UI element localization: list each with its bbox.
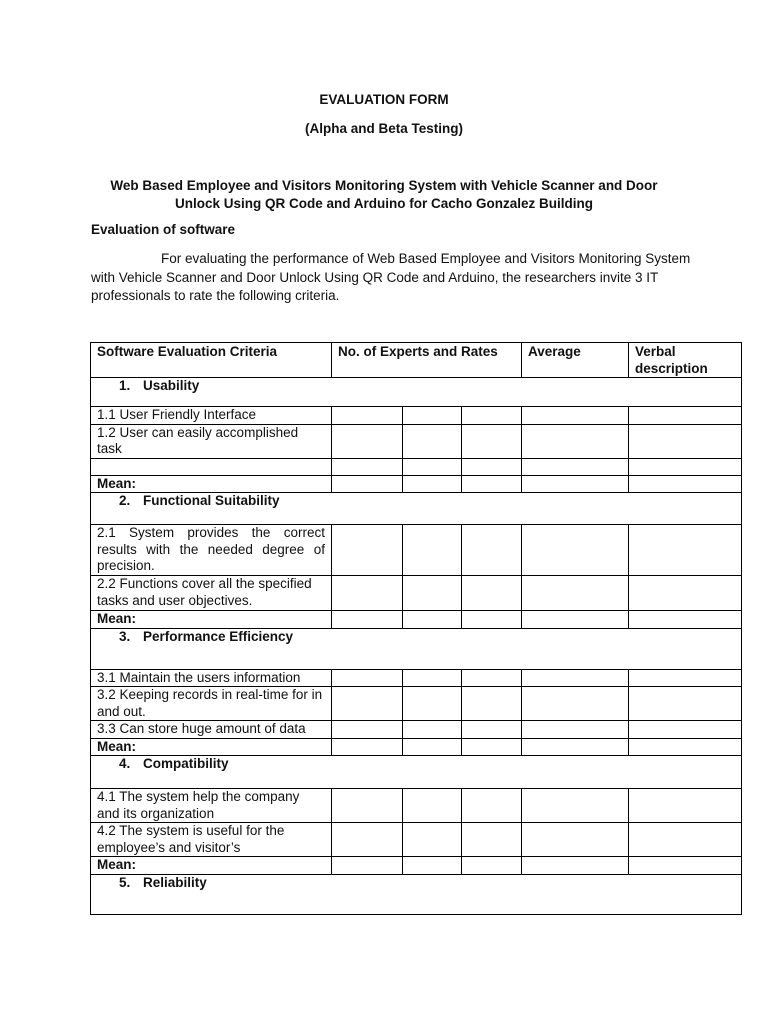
rate-cell[interactable] — [403, 823, 462, 857]
verbal-cell[interactable] — [629, 823, 742, 857]
criterion-cell: 1.2 User can easily accomplished task — [91, 424, 332, 458]
intro-text: For evaluating the performance of Web Based Employee and Visitors Monitoring System with Vehicle Scanner and Door Unlock Using QR Code and Arduino, the researchers invite 3 IT professionals to rate the following criteria. — [91, 251, 691, 303]
category-name: Usability — [143, 378, 200, 393]
average-cell[interactable] — [522, 576, 629, 611]
table-row — [91, 823, 742, 857]
table-row — [91, 407, 742, 425]
criterion-cell: 4.1 The system help the company and its organization — [91, 789, 332, 823]
criterion-cell: 3.2 Keeping records in real-time for in and out. — [91, 687, 332, 721]
mean-label: Mean: — [91, 611, 332, 629]
rate-cell[interactable] — [462, 823, 522, 857]
category-cell — [91, 756, 742, 789]
verbal-cell[interactable] — [629, 669, 742, 687]
rate-cell[interactable] — [403, 738, 462, 756]
mean-row — [91, 475, 742, 493]
verbal-cell[interactable] — [629, 611, 742, 629]
table-row — [91, 669, 742, 687]
rate-cell[interactable] — [462, 611, 522, 629]
category-cell — [91, 628, 742, 669]
rate-cell[interactable] — [332, 458, 403, 475]
category-row — [91, 628, 742, 669]
verbal-cell[interactable] — [629, 687, 742, 721]
average-cell[interactable] — [522, 424, 629, 458]
rate-cell[interactable] — [332, 576, 403, 611]
category-name: Reliability — [143, 874, 207, 890]
rate-cell[interactable] — [403, 611, 462, 629]
table-row — [91, 525, 742, 576]
average-cell[interactable] — [522, 525, 629, 576]
table-row — [91, 576, 742, 611]
verbal-cell[interactable] — [629, 738, 742, 756]
criterion-cell: 3.1 Maintain the users information — [91, 669, 332, 687]
category-number: 4. — [119, 756, 131, 771]
rate-cell[interactable] — [403, 721, 462, 739]
category-name: Functional Suitability — [143, 493, 280, 508]
category-row — [91, 493, 742, 525]
section-title: Evaluation of software — [91, 222, 236, 237]
rate-cell[interactable] — [332, 687, 403, 721]
verbal-cell[interactable] — [629, 789, 742, 823]
rate-cell[interactable] — [462, 687, 522, 721]
verbal-cell[interactable] — [629, 576, 742, 611]
rate-cell[interactable] — [462, 857, 522, 875]
rate-cell[interactable] — [332, 789, 403, 823]
criterion-cell: 1.1 User Friendly Interface — [91, 407, 332, 425]
category-number: 5. — [119, 874, 131, 890]
category-number: 3. — [119, 628, 131, 644]
verbal-cell[interactable] — [629, 721, 742, 739]
average-cell[interactable] — [522, 721, 629, 739]
rate-cell[interactable] — [332, 407, 403, 425]
rate-cell[interactable] — [332, 525, 403, 576]
mean-row — [91, 738, 742, 756]
table-row — [91, 687, 742, 721]
table-header-row — [91, 343, 742, 378]
intro-paragraph — [91, 250, 691, 306]
category-row — [91, 756, 742, 789]
mean-label: Mean: — [91, 857, 332, 875]
table-row — [91, 458, 742, 475]
header-verbal: Verbal description — [629, 343, 742, 378]
category-name: Compatibility — [143, 756, 229, 771]
category-number: 2. — [119, 493, 131, 508]
criterion-cell: 2.2 Functions cover all the specified tasks and user objectives. — [91, 576, 332, 611]
system-heading-line-2: Unlock Using QR Code and Arduino for Cacho Gonzalez Building — [174, 196, 593, 211]
rate-cell[interactable] — [462, 738, 522, 756]
rate-cell[interactable] — [332, 738, 403, 756]
average-cell[interactable] — [522, 738, 629, 756]
criterion-cell: 3.3 Can store huge amount of data — [91, 721, 332, 739]
rate-cell[interactable] — [462, 407, 522, 425]
category-row — [91, 874, 742, 914]
rate-cell[interactable] — [403, 857, 462, 875]
header-criteria: Software Evaluation Criteria — [91, 343, 332, 378]
average-cell[interactable] — [522, 458, 629, 475]
rate-cell[interactable] — [462, 721, 522, 739]
criterion-cell: 4.2 The system is useful for the employee’s and visitor’s — [91, 823, 332, 857]
verbal-cell[interactable] — [629, 458, 742, 475]
rate-cell[interactable] — [462, 424, 522, 458]
rate-cell[interactable] — [462, 458, 522, 475]
average-cell[interactable] — [522, 669, 629, 687]
table-row — [91, 789, 742, 823]
criterion-cell: 2.1 System provides the correct results with the needed degree of precision. — [91, 525, 332, 576]
average-cell[interactable] — [522, 789, 629, 823]
mean-label: Mean: — [91, 738, 332, 756]
rate-cell[interactable] — [332, 669, 403, 687]
rate-cell[interactable] — [332, 823, 403, 857]
rate-cell[interactable] — [403, 458, 462, 475]
evaluation-table — [90, 342, 742, 915]
category-number: 1. — [119, 378, 131, 393]
rate-cell[interactable] — [403, 687, 462, 721]
category-cell — [91, 493, 742, 525]
average-cell[interactable] — [522, 823, 629, 857]
rate-cell[interactable] — [403, 424, 462, 458]
average-cell[interactable] — [522, 407, 629, 425]
rate-cell[interactable] — [462, 475, 522, 493]
verbal-cell[interactable] — [629, 407, 742, 425]
category-cell — [91, 874, 742, 914]
average-cell[interactable] — [522, 611, 629, 629]
mean-row — [91, 611, 742, 629]
rate-cell[interactable] — [403, 525, 462, 576]
category-name: Performance Efficiency — [143, 628, 294, 644]
rate-cell[interactable] — [332, 475, 403, 493]
mean-label: Mean: — [91, 475, 332, 493]
rate-cell[interactable] — [332, 721, 403, 739]
table-row — [91, 424, 742, 458]
mean-row — [91, 857, 742, 875]
rate-cell[interactable] — [403, 475, 462, 493]
rate-cell[interactable] — [332, 857, 403, 875]
rate-cell[interactable] — [403, 789, 462, 823]
rate-cell[interactable] — [462, 789, 522, 823]
category-cell — [91, 378, 742, 407]
rate-cell[interactable] — [462, 576, 522, 611]
header-average: Average — [522, 343, 629, 378]
category-row — [91, 378, 742, 407]
rate-cell[interactable] — [462, 669, 522, 687]
rate-cell[interactable] — [403, 407, 462, 425]
header-experts: No. of Experts and Rates — [332, 343, 522, 378]
average-cell[interactable] — [522, 475, 629, 493]
verbal-cell[interactable] — [629, 525, 742, 576]
rate-cell[interactable] — [332, 424, 403, 458]
table-row — [91, 721, 742, 739]
system-heading-line-1: Web Based Employee and Visitors Monitoring System with Vehicle Scanner and Door — [110, 178, 658, 193]
system-heading — [90, 177, 678, 213]
form-subtitle: (Alpha and Beta Testing) — [304, 121, 463, 136]
rate-cell[interactable] — [403, 576, 462, 611]
rate-cell[interactable] — [403, 669, 462, 687]
verbal-cell[interactable] — [629, 857, 742, 875]
average-cell[interactable] — [522, 687, 629, 721]
criterion-cell — [91, 458, 332, 475]
rate-cell[interactable] — [462, 525, 522, 576]
rate-cell[interactable] — [332, 611, 403, 629]
verbal-cell[interactable] — [629, 424, 742, 458]
average-cell[interactable] — [522, 857, 629, 875]
verbal-cell[interactable] — [629, 475, 742, 493]
form-title: EVALUATION FORM — [319, 92, 449, 107]
